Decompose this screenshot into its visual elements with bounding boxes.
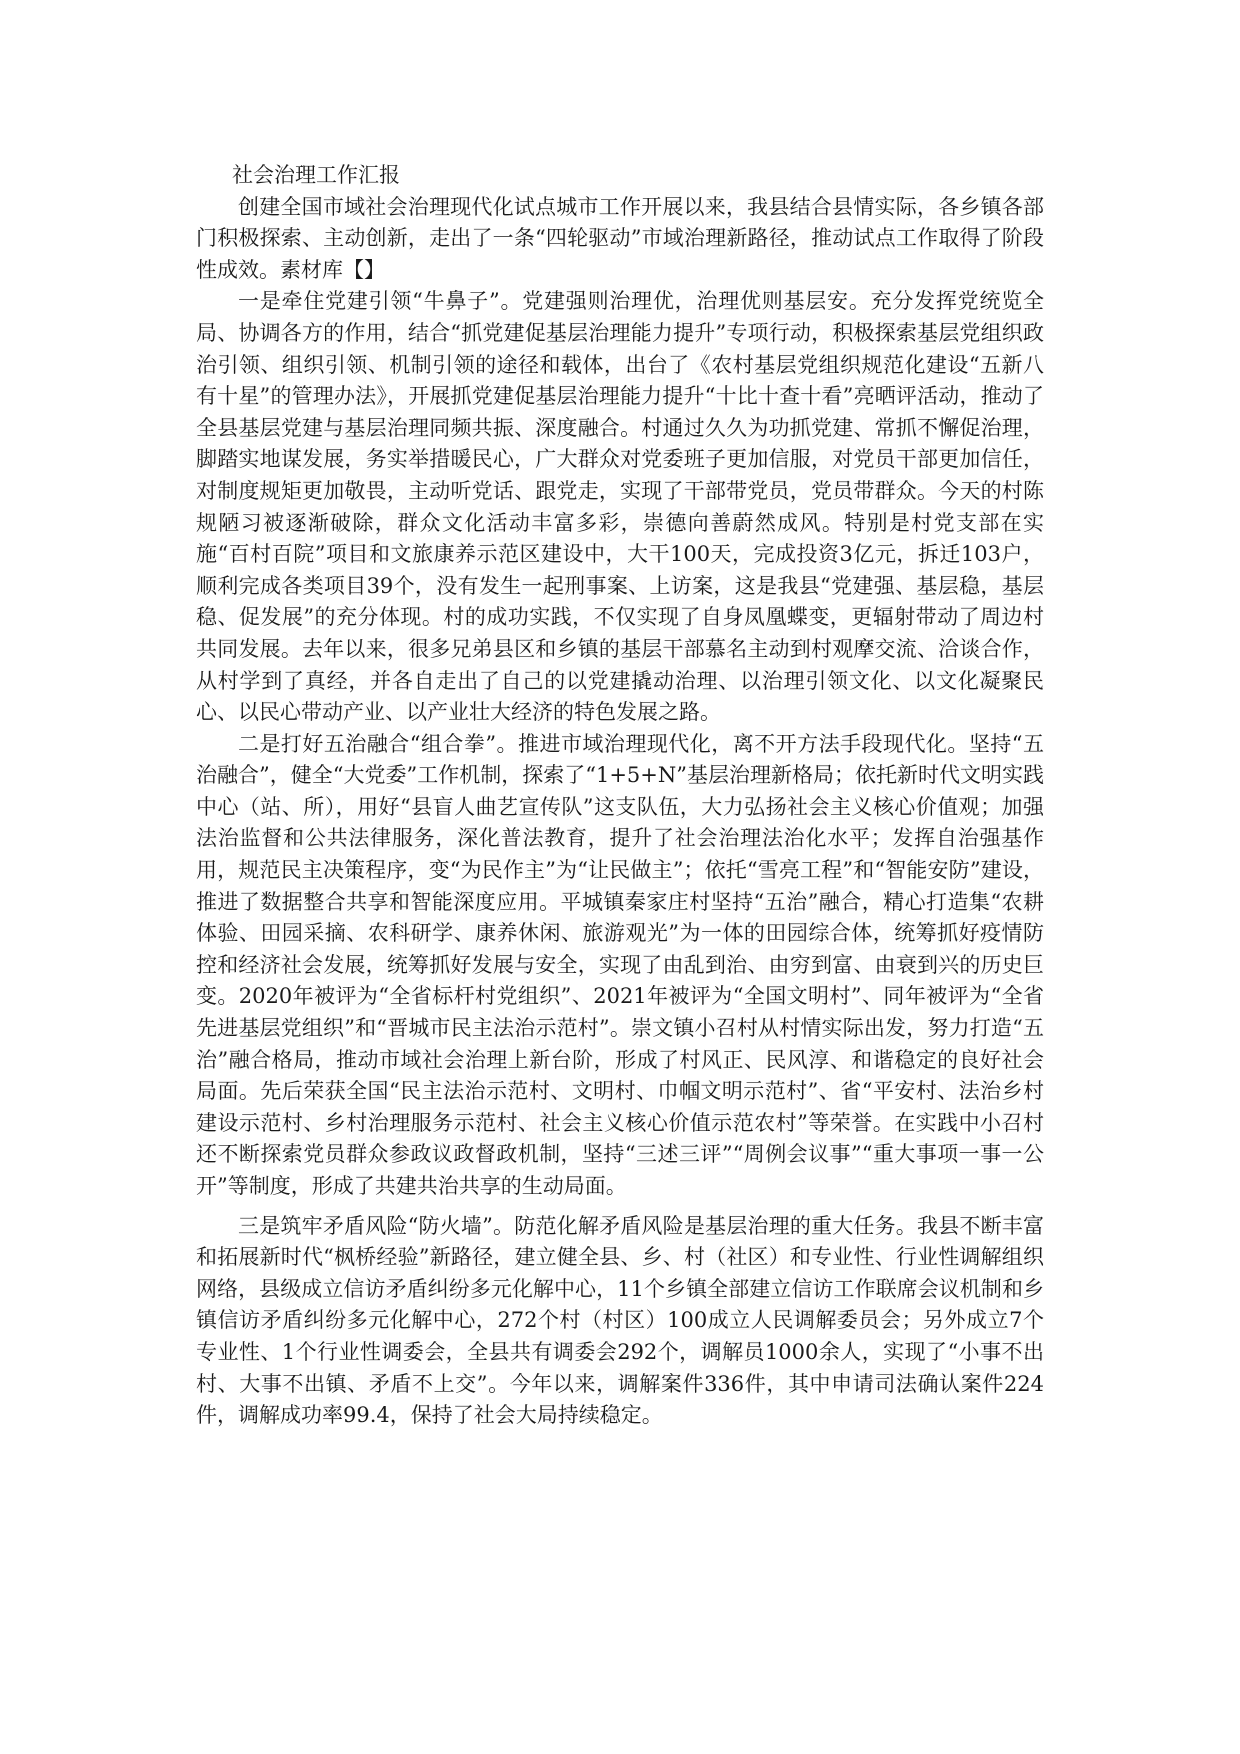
paragraph-party-building: 一是牵住党建引领“牛鼻子”。党建强则治理优，治理优则基层安。充分发挥党统览全局、协调各方的作用，结合“抓党建促基层治理能力提升”专项行动，积极探索基层党组织政治引领、组织引领、机制引领的途径和载体，出台了《农村基层党组织规范化建设“五新八有十星”的管理办法》，开展抓党建促基层治理能力提升“十比十查十看”亮晒评活动，推动了全县基层党建与基层治理同频共振、深度融合。村通过久久为功抓党建、常抓不懈促治理，脚踏实地谋发展，务实举措暖民心，广大群众对党委班子更加信服，对党员干部更加信任，对制度规矩更加敬畏，主动听党话、跟党走，实现了干部带党员，党员带群众。今天的村陈规陋习被逐渐破除，群众文化活动丰富多彩，崇德向善蔚然成风。特别是村党支部在实施“百村百院”项目和文旅康养示范区建设中，大干100天，完成投资3亿元，拆迁103户，顺利完成各类项目39个，没有发生一起刑事案、上访案，这是我县“党建强、基层稳，基层稳、促发展”的充分体现。村的成功实践，不仅实现了自身凤凰蝶变，更辐射带动了周边村共同发展。去年以来，很多兄弟县区和乡镇的基层干部慕名主动到村观摩交流、洽谈合作，从村学到了真经，并各自走出了自己的以党建撬动治理、以治理引领文化、以文化凝聚民心、以民心带动产业、以产业壮大经济的特色发展之路。: [196, 289, 1044, 725]
document-title: 社会治理工作汇报: [232, 163, 400, 187]
paragraph-five-governance: 二是打好五治融合“组合拳”。推进市域治理现代化，离不开方法手段现代化。坚持“五治融合”，健全“大党委”工作机制，探索了“1+5+N”基层治理新格局；依托新时代文明实践中心（站、所），用好“县盲人曲艺宣传队”这支队伍，大力弘扬社会主义核心价值观；加强法治监督和公共法律服务，深化普法教育，提升了社会治理法治化水平；发挥自治强基作用，规范民主决策程序，变“为民作主”为“让民做主”；依托“雪亮工程”和“智能安防”建设，推进了数据整合共享和智能深度应用。平城镇秦家庄村坚持“五治”融合，精心打造集“农耕体验、田园采摘、农科研学、康养休闲、旅游观光”为一体的田园综合体，统筹抓好疫情防控和经济社会发展，统筹抓好发展与安全，实现了由乱到治、由穷到富、由衰到兴的历史巨变。2020年被评为“全省标杆村党组织”、2021年被评为“全国文明村”、同年被评为“全省先进基层党组织”和“晋城市民主法治示范村”。崇文镇小召村从村情实际出发，努力打造“五治”融合格局，推动市域社会治理上新台阶，形成了村风正、民风淳、和谐稳定的良好社会局面。先后荣获全国“民主法治示范村、文明村、巾帼文明示范村”、省“平安村、法治乡村建设示范村、乡村治理服务示范村、社会主义核心价值示范农村”等荣誉。在实践中小召村还不断探索党员群众参政议政督政机制，坚持“三述三评”“周例会议事”“重大事项一事一公开”等制度，形成了共建共治共享的生动局面。: [196, 731, 1044, 1198]
document-body: [196, 160, 1044, 1432]
paragraph-intro: 创建全国市域社会治理现代化试点城市工作开展以来，我县结合县情实际，各乡镇各部门积极探索、主动创新，走出了一条“四轮驱动”市域治理新路径，推动试点工作取得了阶段性成效。素材库【】: [196, 194, 1044, 282]
paragraph-conflict-risk: 三是筑牢矛盾风险“防火墙”。防范化解矛盾风险是基层治理的重大任务。我县不断丰富和拓展新时代“枫桥经验”新路径，建立健全县、乡、村（社区）和专业性、行业性调解组织网络，县级成立信访矛盾纠纷多元化解中心，11个乡镇全部建立信访工作联席会议机制和乡镇信访矛盾纠纷多元化解中心，272个村（村区）100成立人民调解委员会；另外成立7个专业性、1个行业性调委会，全县共有调委会292个，调解员1000余人，实现了“小事不出村、大事不出镇、矛盾不上交”。今年以来，调解案件336件，其中申请司法确认案件224件，调解成功率99.4，保持了社会大局持续稳定。: [196, 1213, 1044, 1428]
